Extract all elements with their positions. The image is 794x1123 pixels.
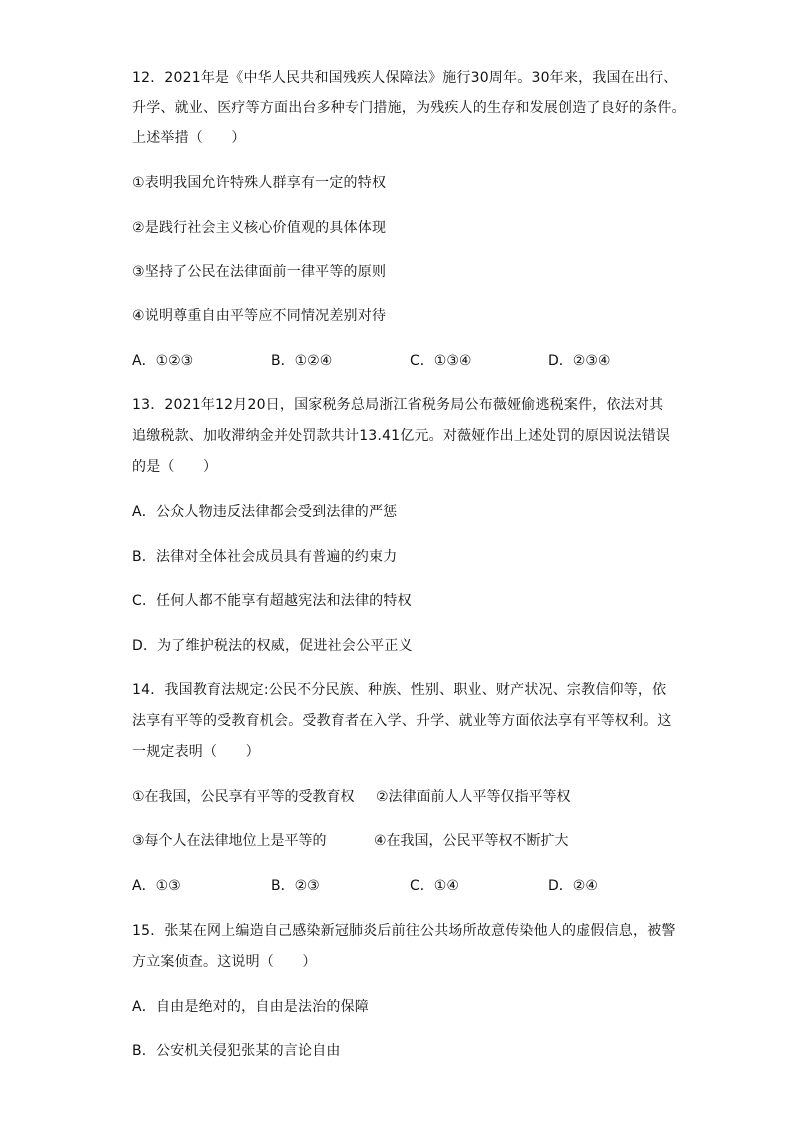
q14-item-4: ④在我国，公民平等权不断扩大	[374, 833, 569, 849]
q12-stem-line-3: 上述举措（ ）	[132, 130, 246, 146]
q12-stem-line-2: 升学、就业、医疗等方面出台多种专门措施，为残疾人的生存和发展创造了良好的条件。	[132, 100, 686, 116]
q14-option-c[interactable]: C．①④	[410, 878, 459, 894]
q14-items-row-2	[132, 831, 692, 851]
q13-stem-line-3: 的是（ ）	[132, 459, 218, 475]
q14-stem-line-1: 14．我国教育法规定:公民不分民族、种族、性别、职业、财产状况、宗教信仰等，依	[132, 682, 667, 698]
q12-option-a[interactable]: A．①②③	[132, 353, 194, 369]
q12-item-4: ④说明尊重自由平等应不同情况差别对待	[132, 308, 387, 324]
q12-stem-line-1: 12．2021年是《中华人民共和国残疾人保障法》施行30周年。30年来，我国在出行、	[132, 70, 678, 86]
q14-options	[132, 876, 692, 896]
q13-option-a[interactable]: A．公众人物违反法律都会受到法律的严惩	[132, 504, 398, 520]
q12-option-b[interactable]: B．①②④	[271, 353, 333, 369]
q15-option-a[interactable]: A．自由是绝对的，自由是法治的保障	[132, 999, 369, 1015]
q14-stem-line-2: 法享有平等的受教育机会。受教育者在入学、升学、就业等方面依法享有平等权利。这	[132, 713, 672, 729]
q14-item-1: ①在我国，公民享有平等的受教育权	[132, 789, 355, 805]
q15-stem-line-1: 15．张某在网上编造自己感染新冠肺炎后前往公共场所故意传染他人的虚假信息，被警	[132, 923, 676, 939]
q14-option-d[interactable]: D．②④	[548, 878, 598, 894]
q12-option-d[interactable]: D．②③④	[548, 353, 611, 369]
q13-option-c[interactable]: C．任何人都不能享有超越宪法和法律的特权	[132, 593, 412, 609]
q12-item-1: ①表明我国允许特殊人群享有一定的特权	[132, 175, 387, 191]
q13-stem-line-2: 追缴税款、加收滞纳金并处罚款共计13.41亿元。对薇娅作出上述处罚的原因说法错误	[132, 428, 671, 444]
q15-option-b[interactable]: B．公安机关侵犯张某的言论自由	[132, 1043, 341, 1059]
q13-option-d[interactable]: D．为了维护税法的权威，促进社会公平正义	[132, 638, 413, 654]
q14-item-2: ②法律面前人人平等仅指平等权	[376, 789, 571, 805]
q14-option-b[interactable]: B．②③	[271, 878, 320, 894]
q14-option-a[interactable]: A．①③	[132, 878, 181, 894]
q13-stem-line-1: 13．2021年12月20日，国家税务总局浙江省税务局公布薇娅偷逃税案件，依法对其	[132, 397, 664, 413]
q14-item-3: ③每个人在法律地位上是平等的	[132, 833, 327, 849]
q12-item-2: ②是践行社会主义核心价值观的具体体现	[132, 220, 387, 236]
q13-option-b[interactable]: B．法律对全体社会成员具有普遍的约束力	[132, 549, 398, 565]
q14-stem-line-3: 一规定表明（ ）	[132, 744, 260, 760]
q12-options	[132, 351, 692, 371]
q14-items-row-1	[132, 787, 692, 807]
q15-stem-line-2: 方立案侦查。这说明（ ）	[132, 954, 317, 970]
q12-option-c[interactable]: C．①③④	[410, 353, 472, 369]
q12-item-3: ③坚持了公民在法律面前一律平等的原则	[132, 264, 387, 280]
